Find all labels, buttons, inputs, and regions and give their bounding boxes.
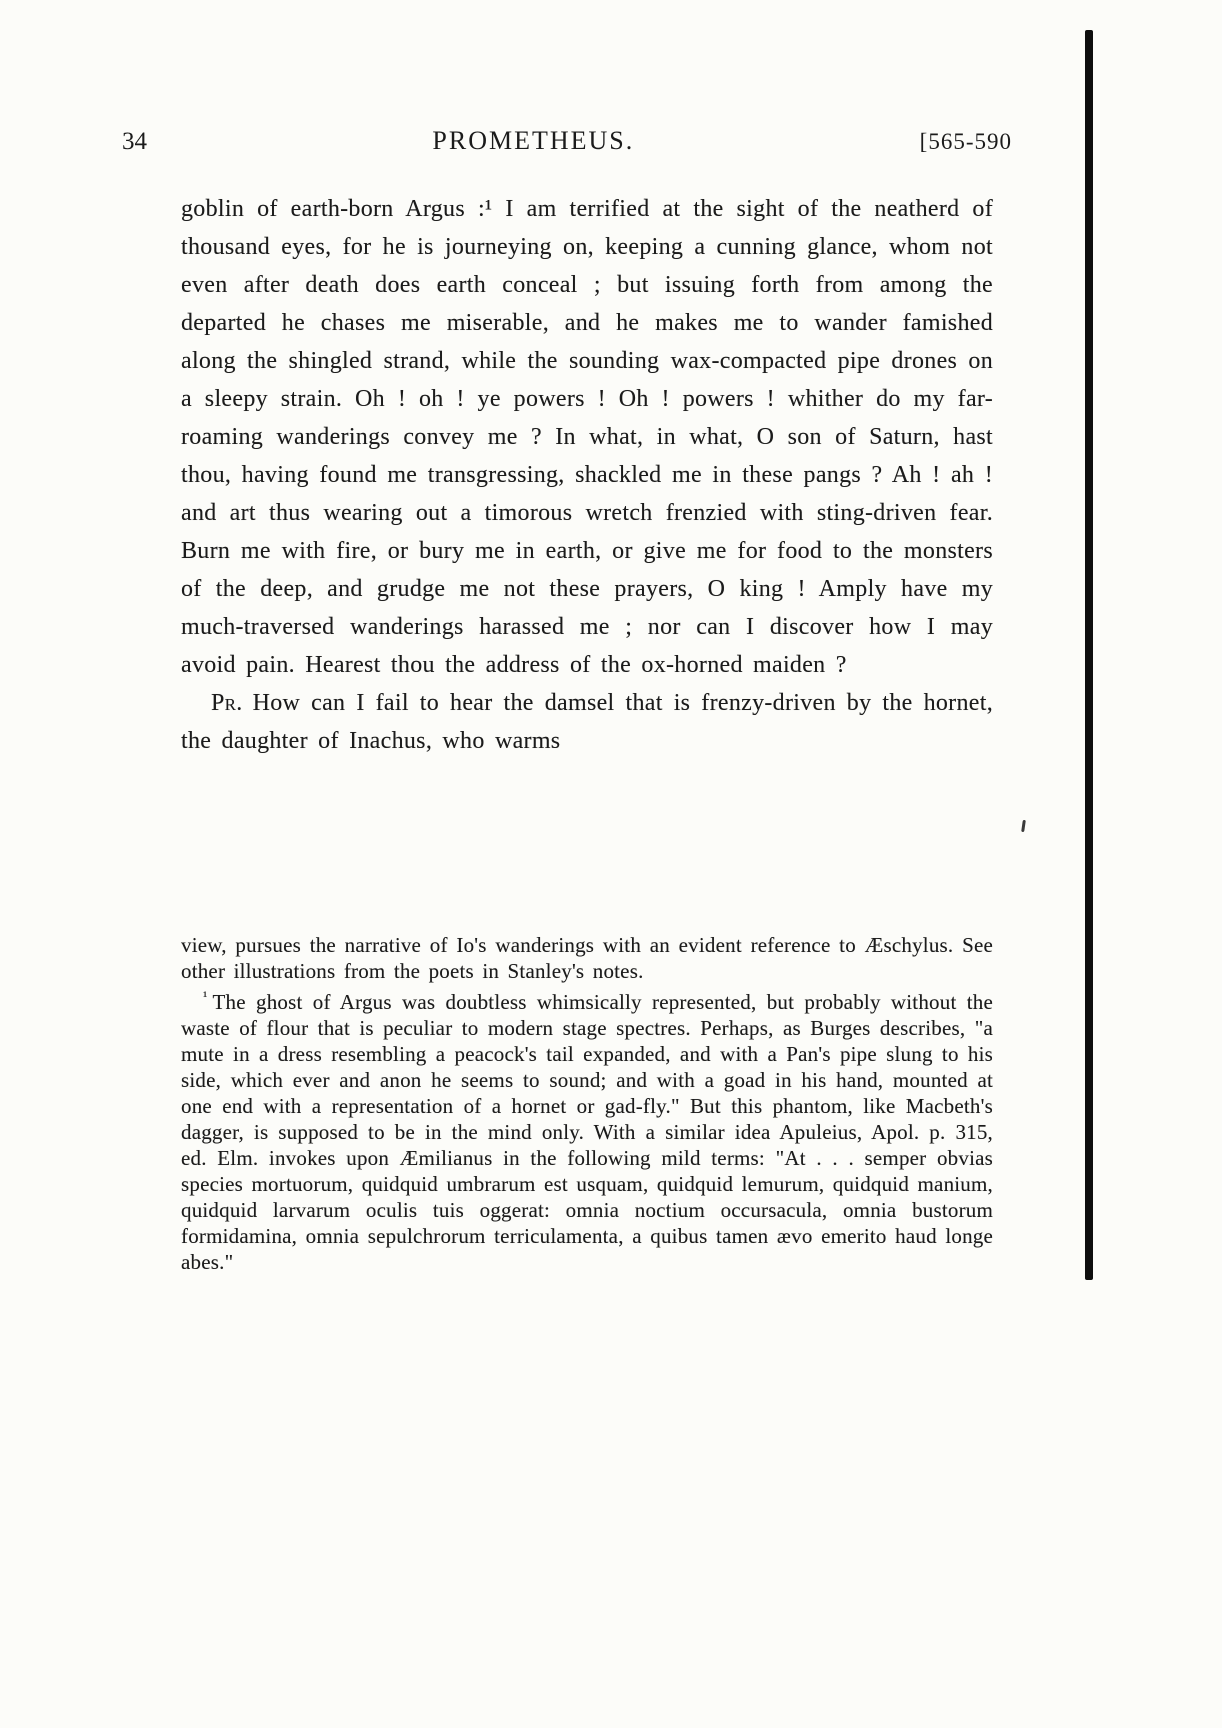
footnote-text: The ghost of Argus was doubtless whimsically represented, but probably without the waste of flour that is peculiar to modern stage spectres. Perhaps, as Burges describes, "a mute in a dress resembling a peacock's tail expanded, and with a Pan's pipe slung to his side, which ever and anon he seems to sound; and with a goad in his hand, mounted at one end with a representation of a hornet or gad-fly." But this phantom, like Macbeth's dagger, is supposed to be in the mind only. With a similar idea Apuleius, Apol. p. 315, ed. Elm. invokes upon Æmilianus in the following mild terms: "At . . . semper obvias species mortuorum, quidquid umbrarum est usquam, quidquid lemurum, quidquid manium, quidquid larvarum oculis tuis oggerat: omnia noctium occursacula, omnia bustorum formidamina, omnia sepulchrorum terriculamenta, a quibus tamen ævo emerito haud longe abes." [181,990,993,1274]
page-header [122,126,1012,156]
scan-speck [1021,820,1026,832]
running-title: PROMETHEUS. [432,126,635,155]
scan-edge-line [1085,30,1093,1280]
footnote-continuation: view, pursues the narrative of Io's wanderings with an evident reference to Æschylus. See other illustrations from the poets in Stanley's notes. [181,933,993,983]
speaker-label: Pr. [211,690,243,716]
paragraph [181,684,993,760]
paragraph-text: How can I fail to hear the damsel that is frenzy-driven by the hornet, the daughter of Inachus, who warms [181,690,993,754]
paragraph: goblin of earth-born Argus :¹ I am terrified at the sight of the neatherd of thousand eyes, for he is journeying on, keeping a cunning glance, whom not even after death does earth conceal ; but issuing forth from among the departed he chases me miserable, and he makes me to wander famished along the shingled strand, while the sounding wax-compacted pipe drones on a sleepy strain. Oh ! oh ! ye powers ! Oh ! powers ! whither do my far-roaming wanderings convey me ? In what, in what, O son of Saturn, hast thou, having found me transgressing, shackled me in these pangs ? Ah ! ah ! and art thus wearing out a timorous wretch frenzied with sting-driven fear. Burn me with fire, or bury me in earth, or give me for food to the monsters of the deep, and grudge me not these prayers, O king ! Amply have my much-traversed wanderings harassed me ; nor can I discover how I may avoid pain. Hearest thou the address of the ox-horned maiden ? [181,196,993,678]
footnotes-section [181,932,993,1275]
footnote [181,984,993,1275]
footnote-marker: ¹ [203,989,208,1005]
page-number: 34 [122,128,147,155]
body-text [181,190,993,760]
line-range: [565-590 [919,129,1012,154]
